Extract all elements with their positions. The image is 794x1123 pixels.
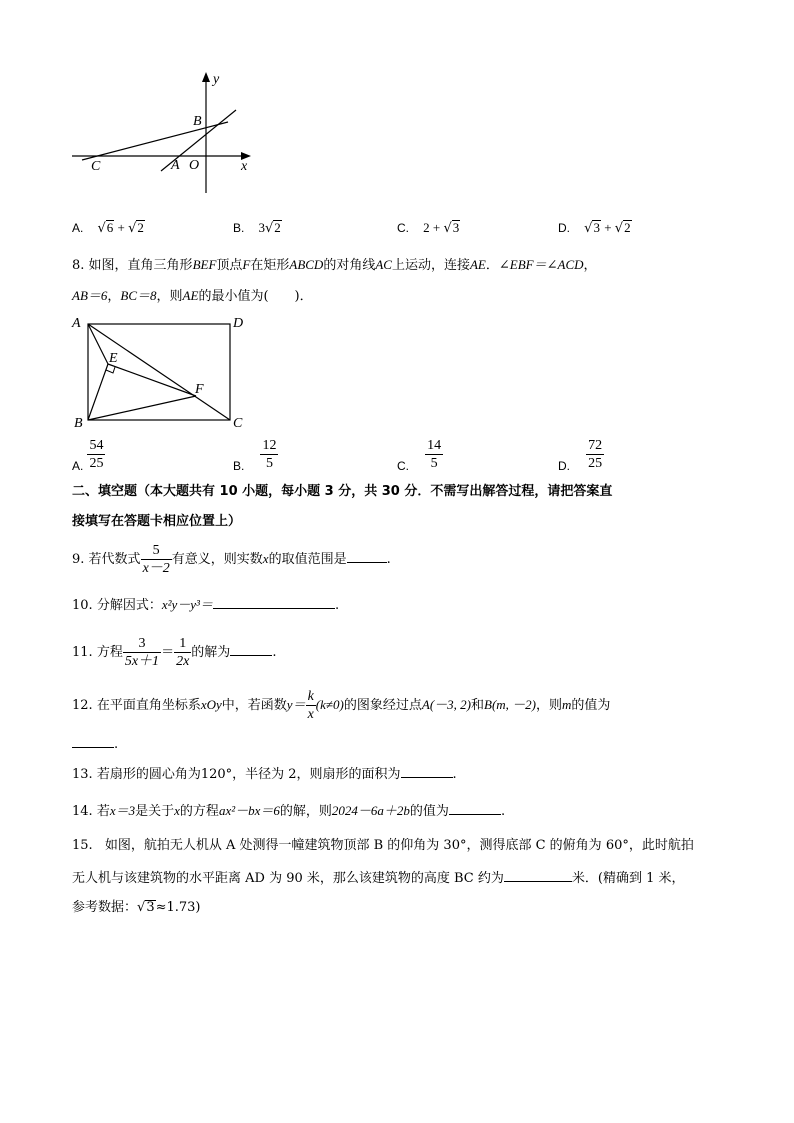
section-2-heading-line-1: 二、填空题（本大题共有 10 小题，每小题 3 分，共 30 分．不需写出解答过程，请把答案直 <box>72 484 613 499</box>
q8-option-b: B. $\frac{12}{5}$ <box>233 438 277 473</box>
q12: 12. 在平面直角坐标系xOy中，若函数y＝ $\frac{k}{x}$ (k≠0)的图象经过点A(－3, 2)和B(m, －2)，则m的值为 <box>72 689 611 722</box>
segment-ae <box>88 324 108 364</box>
right-angle-mark <box>106 367 115 373</box>
label-o: O <box>189 158 200 173</box>
y-axis-arrow <box>202 72 210 82</box>
figure-rectangle <box>68 312 258 437</box>
label-a: A <box>72 316 81 331</box>
diagonal-ac <box>88 324 230 420</box>
q8-option-a: A. $\frac{54}{25}$ <box>72 438 104 473</box>
label-e: E <box>109 351 118 366</box>
q10-answer-blank[interactable] <box>213 595 335 609</box>
figure-coordinate-lines <box>60 65 260 200</box>
section-2-heading-line-2: 接填写在答题卡相应位置上） <box>72 514 242 529</box>
label-c: C <box>91 159 101 174</box>
q15-line-1: 15. 如图，航拍无人机从 A 处测得一幢建筑物顶部 B 的仰角为 30°，测得底部 C 的俯角为 60°，此时航拍 <box>72 838 694 853</box>
q7-option-b: B. 3√2 <box>233 220 281 236</box>
label-f: F <box>195 382 204 397</box>
q8-line-1: 8. 如图，直角三角形BEF顶点F在矩形ABCD的对角线AC上运动，连接AE．∠EBF＝∠ACD， <box>72 257 597 273</box>
label-y: y <box>213 72 220 87</box>
label-b: B <box>74 416 83 431</box>
q9: 9. 若代数式 $\frac{5}{x-2}$ 有意义，则实数x的取值范围是 . <box>72 543 391 576</box>
q15-answer-blank[interactable] <box>504 868 572 882</box>
q15-line-3: 参考数据：√3≈1.73) <box>72 900 201 915</box>
q9-answer-blank[interactable] <box>347 549 387 563</box>
segment-be <box>88 364 108 420</box>
q11-answer-blank[interactable] <box>230 642 272 656</box>
q13: 13. 若扇形的圆心角为120°，半径为 2，则扇形的面积为 . <box>72 764 457 784</box>
q8-option-d: D. $\frac{72}{25}$ <box>558 438 603 473</box>
label-c: C <box>233 416 243 431</box>
segment-bf <box>88 396 196 420</box>
q12-answer-blank[interactable] <box>72 734 114 748</box>
q12-answer-line: . <box>72 734 118 754</box>
q13-answer-blank[interactable] <box>401 764 453 778</box>
q8-option-c: C. $\frac{14}{5}$ <box>397 438 442 473</box>
q11: 11. 方程 $\frac{3}{5x+1}$ ＝ $\frac{1}{2x}$ 的解为 . <box>72 636 277 669</box>
q10: 10. 分解因式：x²y－y³＝ . <box>72 597 340 613</box>
q7-option-d: D. √3 + √2 <box>558 220 631 236</box>
label-d: D <box>233 316 244 331</box>
segment-ef <box>108 364 196 396</box>
q14: 14. 若x＝3是关于x的方程ax²－bx＝6的解，则2024－6a＋2b的值为 . <box>72 803 506 819</box>
q14-answer-blank[interactable] <box>449 801 501 815</box>
q15-line-2: 无人机与该建筑物的水平距离 AD 为 90 米，那么该建筑物的高度 BC 约为 米．(精确到 1 米， <box>72 868 685 888</box>
q7-option-a: A. √6 + √2 <box>72 220 144 236</box>
label-b: B <box>193 114 202 129</box>
label-x: x <box>241 159 248 174</box>
q7-option-c: C. 2 + √3 <box>397 220 460 236</box>
label-a: A <box>171 158 180 173</box>
q8-line-2: AB＝6，BC＝8，则AE的最小值为( )． <box>72 288 313 304</box>
